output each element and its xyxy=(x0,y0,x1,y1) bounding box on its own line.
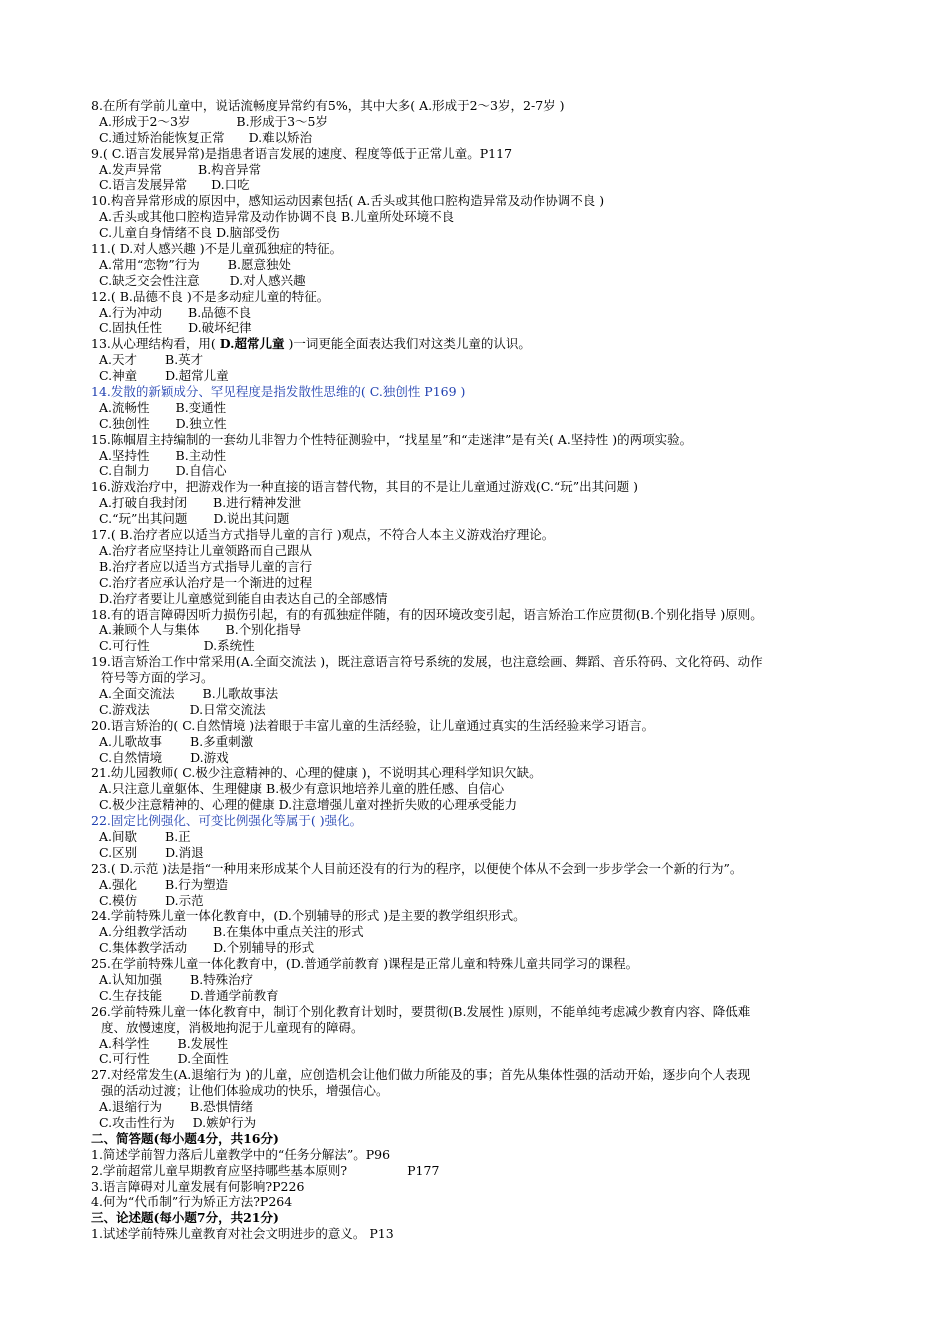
option-d: D.说出其问题 xyxy=(213,511,290,527)
option-c: C.治疗者应承认治疗是一个渐进的过程 xyxy=(99,574,313,590)
option-a: A.流畅性 xyxy=(99,399,150,415)
question-16-options-row1 xyxy=(91,495,863,511)
option-b: B.进行精神发泄 xyxy=(213,495,302,511)
item-text: 2.学前超常儿童早期教育应坚持哪些基本原则? xyxy=(91,1162,348,1178)
question-22-stem: 22.固定比例强化、可变比例强化等属于( )强化。 xyxy=(91,813,363,829)
question-9-options-row1 xyxy=(91,162,863,178)
option-a: A.舌头或其他口腔构造异常及动作协调不良 xyxy=(99,209,338,225)
option-b: B.正 xyxy=(165,828,191,844)
option-d: D.消退 xyxy=(165,844,204,860)
question-18-options-row1 xyxy=(91,622,863,638)
question-21-options-row2 xyxy=(91,797,863,813)
question-24-stem: 24.学前特殊儿童一体化教育中，(D.个别辅导的形式 )是主要的教学组织形式。 xyxy=(91,908,526,924)
option-d: D.系统性 xyxy=(203,638,255,654)
option-d: D.日常交流法 xyxy=(189,701,266,717)
option-d: D.脑部受伤 xyxy=(216,225,280,241)
option-b: B.儿歌故事法 xyxy=(202,685,279,701)
option-b: B.恐惧情绪 xyxy=(190,1099,254,1115)
question-24-options-row1 xyxy=(91,924,863,940)
question-24-options-row2 xyxy=(91,940,863,956)
option-a: A.间歇 xyxy=(99,828,138,844)
question-23-options-row1 xyxy=(91,877,863,893)
question-15-options-row2 xyxy=(91,463,863,479)
option-b: B.英才 xyxy=(165,352,204,368)
option-a: A.天才 xyxy=(99,352,138,368)
section-2-item-4: 4.何为“代币制”行为矫正方法?P264 xyxy=(91,1194,293,1210)
option-d: D.破坏纪律 xyxy=(188,320,252,336)
exam-page xyxy=(91,98,863,1242)
section-3-item-1: 1.试述学前特殊儿童教育对社会文明进步的意义。 P13 xyxy=(91,1226,394,1242)
option-a: A.发声异常 xyxy=(99,161,163,177)
option-c: C.固执任性 xyxy=(99,320,163,336)
stem-text: )一词更能全面表达我们对这类儿童的认识。 xyxy=(284,336,531,352)
question-12-options-row1 xyxy=(91,305,863,321)
question-11-stem: 11.( D.对人感兴趣 )不是儿童孤独症的特征。 xyxy=(91,241,343,257)
option-c: C.“玩”出其问题 xyxy=(99,511,188,527)
question-27-options-row2 xyxy=(91,1115,863,1131)
option-c: C.模仿 xyxy=(99,892,138,908)
option-a: A.退缩行为 xyxy=(99,1099,163,1115)
question-19-options-row2 xyxy=(91,702,863,718)
option-d: D.嫉妒行为 xyxy=(192,1115,257,1130)
option-d: D.对人感兴趣 xyxy=(229,272,306,288)
question-19-stem-cont: 符号等方面的学习。 xyxy=(101,670,214,686)
question-27-stem-cont: 强的活动过渡；让他们体验成功的快乐，增强信心。 xyxy=(101,1083,389,1099)
option-c: C.区别 xyxy=(99,844,138,860)
question-23-stem: 23.( D.示范 )法是指“一种用来形成某个人目前还没有的行为的程序，以便使个体从不会到一步步学会一个新的行为”。 xyxy=(91,860,743,876)
option-c: C.独创性 xyxy=(99,415,150,431)
question-16-stem: 16.游戏治疗中，把游戏作为一种直接的语言替代物，其目的不是让儿童通过游戏(C.“玩”出其问题 ) xyxy=(91,479,638,495)
option-b: B.构音异常 xyxy=(198,161,262,177)
option-b: B.多重刺激 xyxy=(190,733,254,749)
option-d: D.口吃 xyxy=(211,177,250,193)
question-18-stem: 18.有的语言障碍因听力损伤引起，有的有孤独症伴随，有的因环境改变引起，语言矫治工作应贯彻(B.个别化指导 )原则。 xyxy=(91,606,763,622)
option-b: B.极少有意识地培养儿童的胜任感、自信心 xyxy=(266,781,505,797)
question-12-stem: 12.( B.品德不良 )不是多动症儿童的特征。 xyxy=(91,288,330,304)
item-page-ref: P177 xyxy=(407,1162,440,1178)
option-d: D.普通学前教育 xyxy=(190,987,279,1003)
option-b: B.发展性 xyxy=(177,1035,229,1051)
option-d: D.超常儿童 xyxy=(165,368,229,384)
question-25-options-row1 xyxy=(91,972,863,988)
question-14-options-row2 xyxy=(91,416,863,432)
question-10-options-row2 xyxy=(91,225,863,241)
option-a: A.认知加强 xyxy=(99,971,163,987)
option-c: C.可行性 xyxy=(99,1051,150,1067)
question-25-stem: 25.在学前特殊儿童一体化教育中，(D.普通学前教育 )课程是正常儿童和特殊儿童共同学习的课程。 xyxy=(91,956,639,972)
question-14-options-row1 xyxy=(91,400,863,416)
option-a: A.儿歌故事 xyxy=(99,733,163,749)
question-20-options-row2 xyxy=(91,750,863,766)
option-c: C.自然情境 xyxy=(99,749,163,765)
option-d: D.难以矫治 xyxy=(248,129,313,145)
question-8-stem: 8.在所有学前儿童中，说话流畅度异常约有5%，其中大多( A.形成于2～3岁，2-7岁 ) xyxy=(91,98,565,113)
question-26-options-row1 xyxy=(91,1036,863,1052)
option-b: B.特殊治疗 xyxy=(190,971,254,987)
question-19-options-row1 xyxy=(91,686,863,702)
section-3-title: 三、论述题(每小题7分，共21分) xyxy=(91,1210,279,1226)
option-d: D.独立性 xyxy=(175,415,227,431)
option-a: A.科学性 xyxy=(99,1035,150,1051)
option-d: D.个别辅导的形式 xyxy=(213,940,315,956)
section-2-item-3: 3.语言障碍对儿童发展有何影响?P226 xyxy=(91,1178,305,1194)
option-a: A.强化 xyxy=(99,876,138,892)
option-b: B.形成于3～5岁 xyxy=(236,113,328,129)
option-a: A.行为冲动 xyxy=(99,304,163,320)
section-2-item-2 xyxy=(91,1163,863,1179)
option-b: B.主动性 xyxy=(175,447,227,463)
option-d: D.游戏 xyxy=(190,749,229,765)
question-27-stem: 27.对经常发生(A.退缩行为 )的儿童，应创造机会让他们做力所能及的事；首先从集体性强的活动开始，逐步向个人表现 xyxy=(91,1067,751,1083)
option-a: A.坚持性 xyxy=(99,447,150,463)
question-26-stem: 26.学前特殊儿童一体化教育中，制订个别化教育计划时，要贯彻(B.发展性 )原则，不能单纯考虑减少教育内容、降低难 xyxy=(91,1003,751,1019)
option-d: D.治疗者要让儿童感觉到能自由表达自己的全部感情 xyxy=(99,590,388,606)
section-2-item-1: 1.简述学前智力落后儿童教学中的“任务分解法”。P96 xyxy=(91,1146,391,1162)
option-c: C.通过矫治能恢复正常 xyxy=(99,129,225,145)
question-25-options-row2 xyxy=(91,988,863,1004)
question-16-options-row2 xyxy=(91,511,863,527)
option-a: A.全面交流法 xyxy=(99,685,175,701)
question-22-options-row2 xyxy=(91,845,863,861)
question-18-options-row2 xyxy=(91,638,863,654)
option-a: A.打破自我封闭 xyxy=(99,495,188,511)
question-20-stem: 20.语言矫治的( C.自然情境 )法着眼于丰富儿童的生活经验，让儿童通过真实的生活经验来学习语言。 xyxy=(91,717,655,733)
option-c: C.儿童自身情绪不良 xyxy=(99,225,213,241)
option-b: B.治疗者应以适当方式指导儿童的言行 xyxy=(99,558,313,574)
question-13-stem xyxy=(91,336,863,352)
option-c: C.神童 xyxy=(99,368,138,384)
question-10-options-row1 xyxy=(91,209,863,225)
option-a: A.兼顾个人与集体 xyxy=(99,622,200,638)
question-21-stem: 21.幼儿园教师( C.极少注意精神的、心理的健康 )，不说明其心理科学知识欠缺。 xyxy=(91,765,542,781)
question-19-stem: 19.语言矫治工作中常采用(A.全面交流法 )，既注意语言符号系统的发展，也注意绘画、舞蹈、音乐符码、文化符码、动作 xyxy=(91,654,763,670)
question-13-options-row1 xyxy=(91,352,863,368)
question-27-options-row1 xyxy=(91,1099,863,1115)
question-21-options-row1 xyxy=(91,781,863,797)
option-a: A.治疗者应坚持让儿童领路而自己跟从 xyxy=(99,542,313,558)
option-b: B.个别化指导 xyxy=(225,622,302,638)
question-9-options-row2 xyxy=(91,177,863,193)
question-11-options-row1 xyxy=(91,257,863,273)
option-a: A.分组教学活动 xyxy=(99,924,188,940)
question-23-options-row2 xyxy=(91,893,863,909)
option-b: B.在集体中重点关注的形式 xyxy=(213,924,364,940)
section-2-title: 二、简答题(每小题4分，共16分) xyxy=(91,1130,279,1146)
option-d: D.注意增强儿童对挫折失败的心理承受能力 xyxy=(278,797,518,813)
option-c: C.可行性 xyxy=(99,638,150,654)
option-b: B.儿童所处环境不良 xyxy=(341,209,455,225)
option-c: C.攻击性行为 xyxy=(99,1115,175,1130)
question-17-stem: 17.( B.治疗者应以适当方式指导儿童的言行 )观点，不符合人本主义游戏治疗理论。 xyxy=(91,527,555,543)
option-b: B.变通性 xyxy=(175,399,227,415)
question-22-options-row1 xyxy=(91,829,863,845)
question-14-stem: 14.发散的新颖成分、罕见程度是指发散性思维的( C.独创性 P169 ) xyxy=(91,384,466,400)
option-b: B.品德不良 xyxy=(188,304,252,320)
question-9-stem: 9.( C.语言发展异常)是指患者语言发展的速度、程度等低于正常儿童。P117 xyxy=(91,145,513,161)
option-c: C.生存技能 xyxy=(99,987,163,1003)
question-12-options-row2 xyxy=(91,320,863,336)
question-15-options-row1 xyxy=(91,448,863,464)
question-26-stem-cont: 度、放慢速度，消极地拘泥于儿童现有的障碍。 xyxy=(101,1019,364,1035)
option-d: D.自信心 xyxy=(175,463,227,479)
option-b: B.愿意独处 xyxy=(227,256,291,272)
option-c: C.游戏法 xyxy=(99,701,150,717)
question-11-options-row2 xyxy=(91,273,863,289)
question-20-options-row1 xyxy=(91,734,863,750)
option-c: C.集体教学活动 xyxy=(99,940,188,956)
option-c: C.语言发展异常 xyxy=(99,177,188,193)
question-10-stem: 10.构音异常形成的原因中，感知运动因素包括( A.舌头或其他口腔构造异常及动作协调不良 ) xyxy=(91,193,605,209)
option-a: A.常用“恋物”行为 xyxy=(99,256,200,272)
question-13-options-row2 xyxy=(91,368,863,384)
option-b: B.行为塑造 xyxy=(165,876,229,892)
option-c: C.自制力 xyxy=(99,463,150,479)
option-d: D.全面性 xyxy=(177,1051,229,1067)
option-a: A.只注意儿童躯体、生理健康 xyxy=(99,781,263,797)
question-15-stem: 15.陈帼眉主持编制的一套幼儿非智力个性特征测验中，“找星星”和“走迷津”是有关( A.坚持性 )的两项实验。 xyxy=(91,431,693,447)
option-c: C.缺乏交会性注意 xyxy=(99,272,200,288)
option-d: D.示范 xyxy=(165,892,204,908)
stem-text: 13.从心理结构看，用( xyxy=(91,336,220,352)
question-26-options-row2 xyxy=(91,1051,863,1067)
question-8-options-row2 xyxy=(91,130,863,146)
stem-answer: D.超常儿童 xyxy=(219,336,285,352)
option-a: A.形成于2～3岁 xyxy=(99,113,191,129)
question-8-options-row1 xyxy=(91,114,863,130)
option-c: C.极少注意精神的、心理的健康 xyxy=(99,797,275,813)
